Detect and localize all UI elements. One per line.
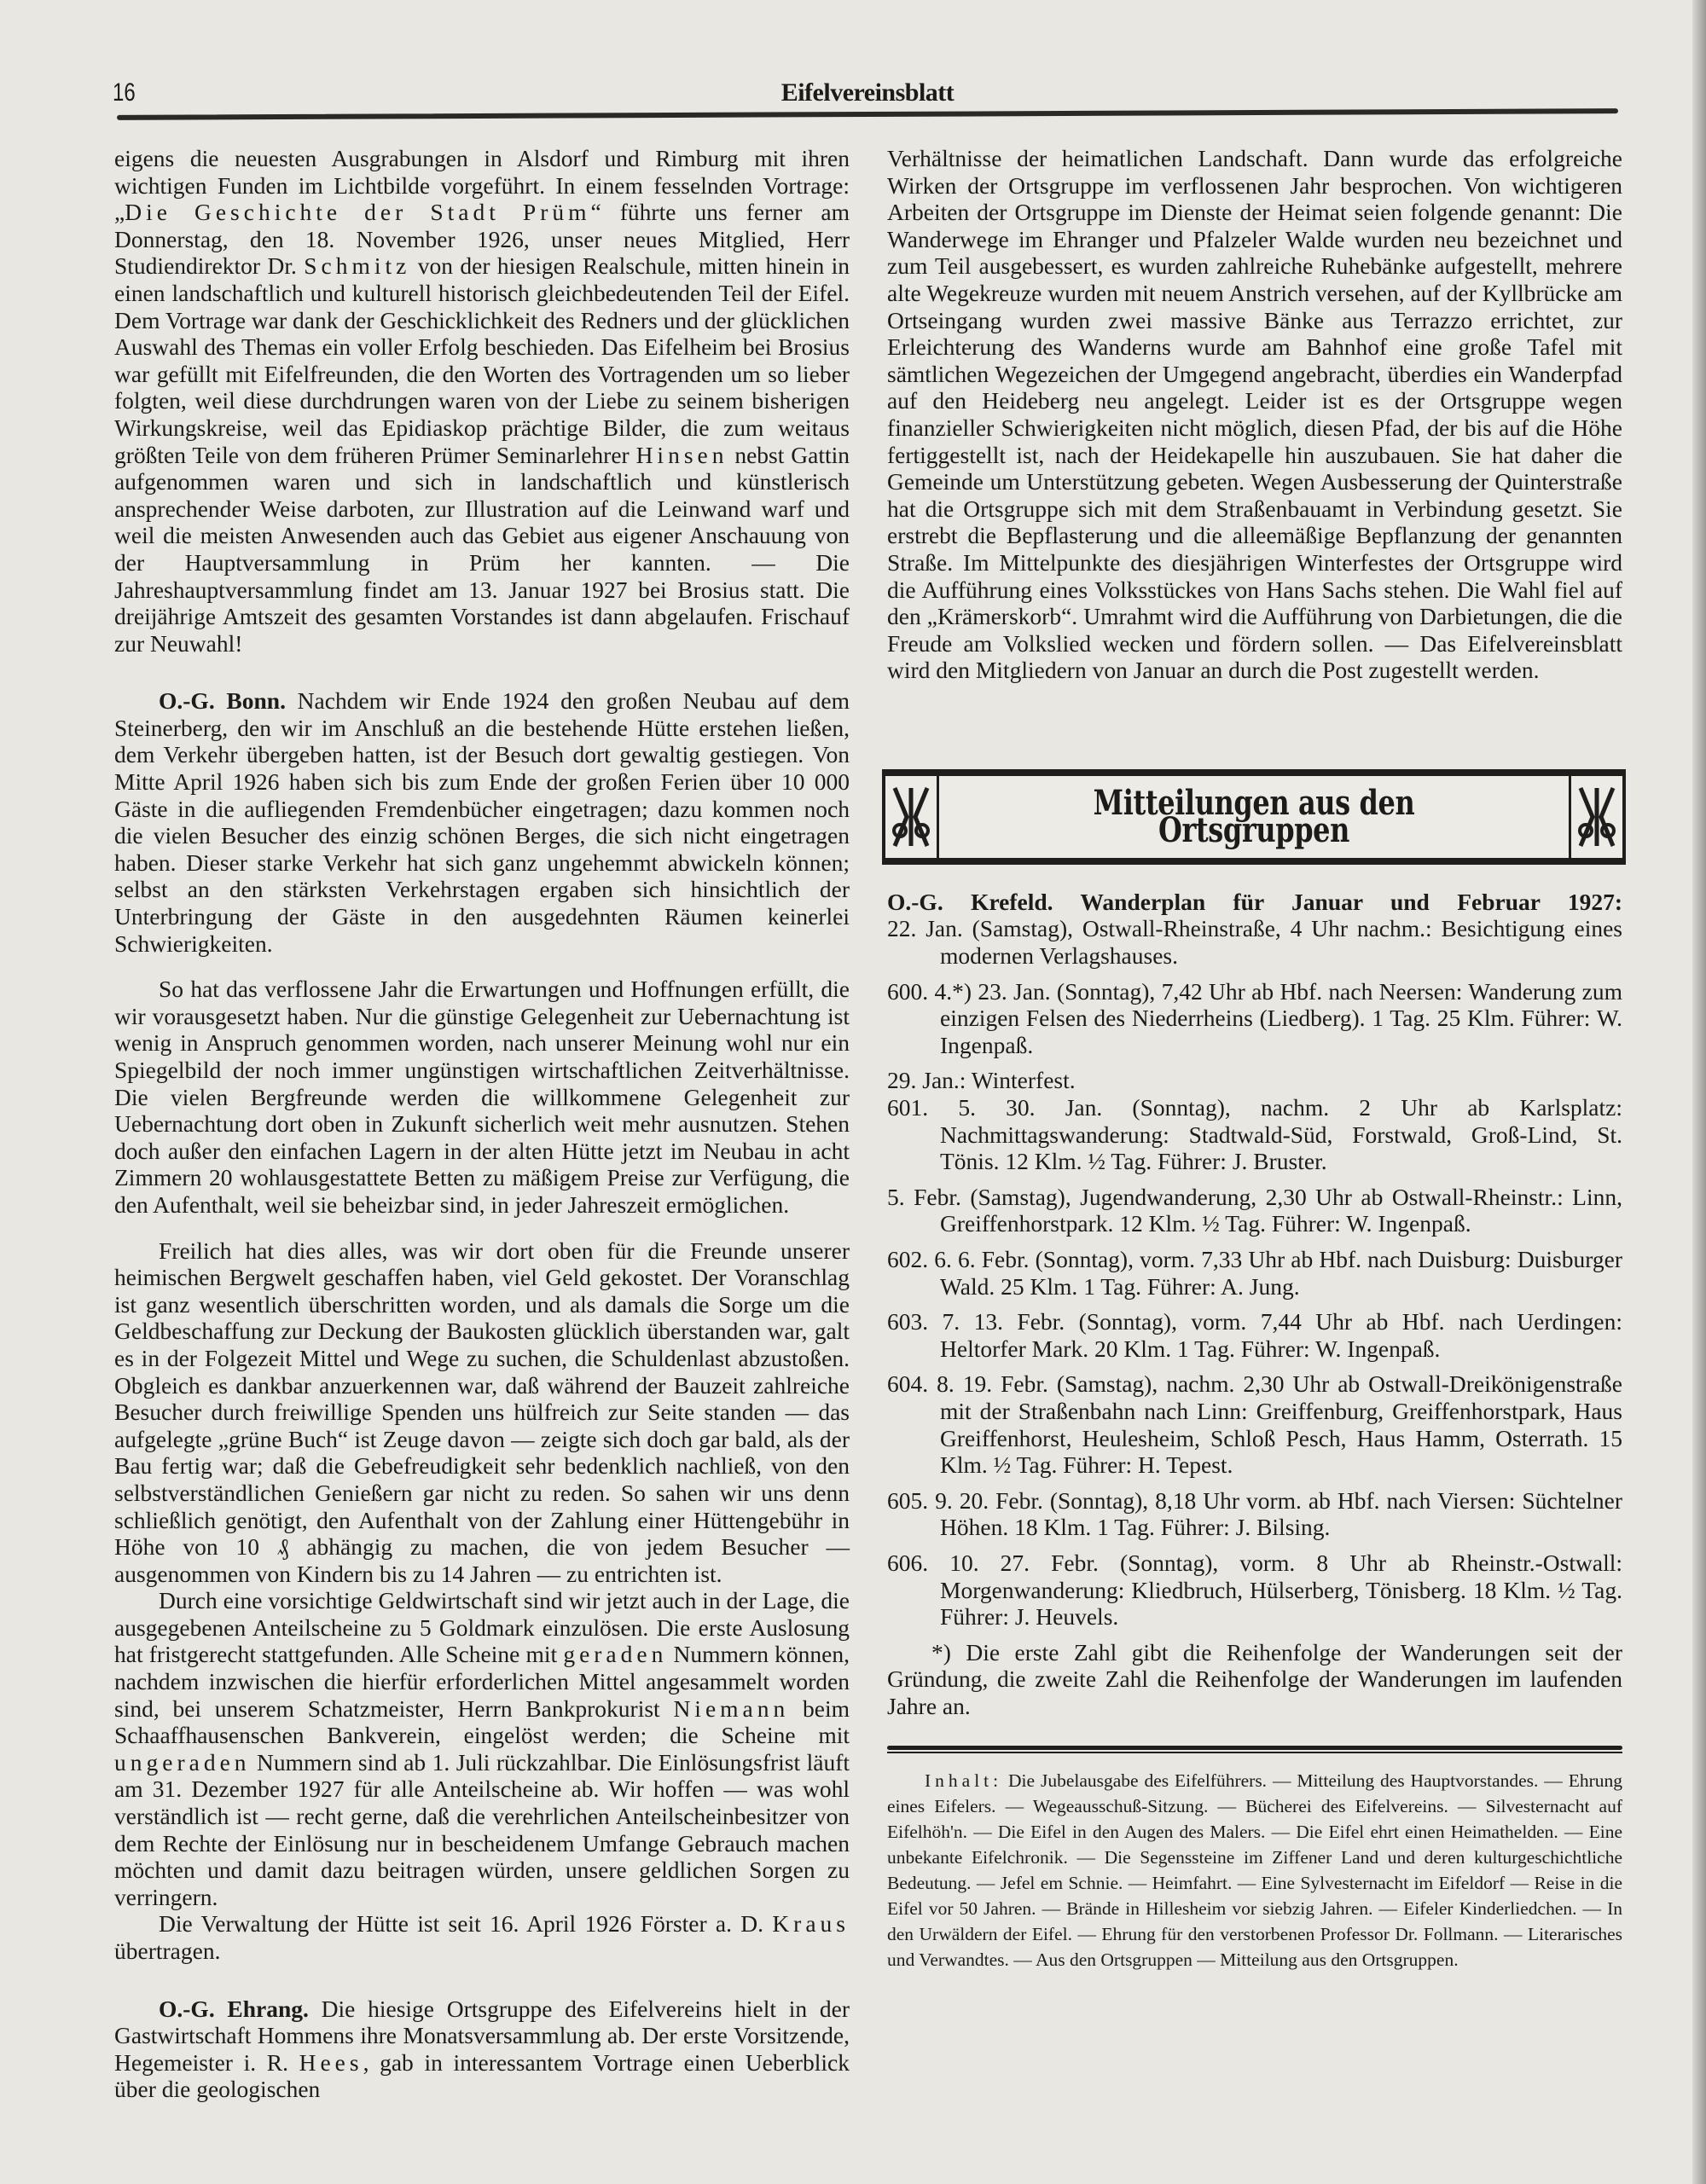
hiking-plan-item: 602. 6. 6. Febr. (Sonntag), vorm. 7,33 Uhr ab Hbf. nach Duisburg: Duisburger Wald. 25 Klm. 1 Tag. Führer: A. Jung. xyxy=(887,1246,1622,1300)
krefeld-heading: O.-G. Krefeld. Wanderplan für Januar und Februar 1927: xyxy=(887,888,1622,915)
bonn-paragraph-5: Die Verwaltung der Hütte ist seit 16. April 1926 Förster a. D. Kraus übertragen. xyxy=(114,1910,850,1964)
section-heading-bonn: O.-G. Bonn. xyxy=(159,687,286,715)
bonn-paragraph-3: Freilich hat dies alles, was wir dort oben für die Freunde unserer heimischen Bergwelt geschaffen haben, viel Geld gekostet. Der Voranschlag ist ganz wesentlich überschritten worden, und als damals die Sorge um die Geldbeschaffung zur Deckung der Baukosten glücklich überstanden war, galt es in der Folgezeit Mittel und Wege zu suchen, die Schuldenlast abzustoßen. Obgleich es dankbar anzuerkennen war, daß während der Bauzeit zahlreiche Besucher durch freiwillige Spenden uns hülfreich zur Seite standen — das aufgelegte „grüne Buch“ ist Zeuge davon — zeigte sich doch gar bald, als der Bau fertig war; daß die Gebefreudigkeit sehr bedenklich nachließ, von den selbstverständlichen Genießern gar nicht zu reden. So sahen wir uns denn schließlich genötigt, den Aufenthalt von der Zahlung einer Hüttengebühr in Höhe von 10 ₰ abhängig zu machen, die von jedem Besucher — ausgenommen von Kindern bis zu 14 Jahren — zu entrichten ist. xyxy=(114,1237,850,1587)
bonn-paragraph-1: O.-G. Bonn. Nachdem wir Ende 1924 den großen Neubau auf dem Steinerberg, den wir im Anschluß an die bestehende Hütte erstehen ließen, dem Verkehr übergeben hatten, ist der Besuch dort gewaltig gestiegen. Von Mitte April 1926 haben sich bis zum Ende der großen Ferien über 10 000 Gäste in die aufliegenden Fremdenbücher eingetragen; dazu kommen noch die vielen Besucher des einzig schönen Berges, die sich nicht eingetragen haben. Dieser starke Verkehr hat sich ganz ungehemmt abwickeln können; selbst an den stärksten Verkehrstagen ergaben sich hinsichtlich der Unterbringung der Gäste in den ausgedehnten Räumen keinerlei Schwierigkeiten. xyxy=(114,687,850,957)
bonn-paragraph-2: So hat das verflossene Jahr die Erwartungen und Hoffnungen erfüllt, die wir vorausgesetzt haben. Nur die günstige Gelegenheit zur Uebernachtung ist wenig in Anspruch genommen worden, nach unserer Meinung wohl nur ein Spiegelbild der noch immer ungünstigen wirtschaftlichen Zeitverhältnisse. Die vielen Bergfreunde werden die willkommene Gelegenheit zur Uebernachtung dort oben in Zukunft sicherlich weit mehr ausnutzen. Stehen doch außer den einfachen Lagern in der alten Hütte jetzt im Neubau in acht Zimmern 20 wohlausgestattete Betten zu mäßigem Preise zur Verfügung, die den Aufenthalt, weil sie beheizbar sind, in jeder Jahreszeit ermöglichen. xyxy=(114,976,850,1218)
section-heading-ehrang: O.-G. Ehrang. xyxy=(159,1995,309,2022)
person-name: Kraus xyxy=(772,1910,850,1938)
hiking-plan-item: 604. 8. 19. Febr. (Samstag), nachm. 2,30 Uhr ab Ostwall-Dreikönigenstraße mit der Straßenbahn nach Linn: Greiffenburg, Greiffenhorstpark, Haus Greiffenhorst, Heulesheim, Schloß Pesch, Haus Hamm, Osterrath. 15 Klm. ½ Tag. Führer: H. Tepest. xyxy=(887,1370,1622,1479)
running-title: Eifelvereinsblatt xyxy=(780,78,955,107)
person-name: Hinsen xyxy=(635,441,728,468)
left-column xyxy=(114,145,850,2103)
hiking-plan-item: 22. Jan. (Samstag), Ostwall-Rheinstraße, 4 Uhr nachm.: Besichtigung eines modernen Verlagshauses. xyxy=(887,915,1622,970)
banner-title: Mitteilungen aus den Ortsgruppen xyxy=(1093,783,1415,850)
footnote: *) Die erste Zahl gibt die Reihenfolge der Wanderungen seit der Gründung, die zweite Zahl die Reihenfolge der Wanderungen im laufenden Jahre an. xyxy=(887,1638,1622,1719)
ehrang-continued-paragraph: Verhältnisse der heimatlichen Landschaft. Dann wurde das erfolgreiche Wirken der Ortsgruppe im verflossenen Jahr besprochen. Von wichtigeren Arbeiten der Ortsgruppe im Dienste der Heimat seien folgende genannt: Die Wanderwege im Ehranger und Pfalzeler Walde wurden neu bezeichnet und zum Teil ausgebessert, es wurden zahlreiche Ruhebänke aufgestellt, mehrere alte Wegekreuze wurden mit neuem Anstrich versehen, auf der Kyllbrücke am Ortseingang wurden zwei massive Bänke aus Terrazzo errichtet, zur Erleichterung des Wanderns wurde am Bahnhof eine große Tafel mit sämtlichen Wegezeichen der Umgegend angebracht, überdies ein Wanderpfad auf den Heideberg neu angelegt. Leider ist es der Ortsgruppe wegen finanzieller Schwierigkeiten nicht möglich, diesen Pfad, der bis auf die Höhe fertiggestellt ist, nach der Heidekapelle hin auszubauen. Sie hat daher die Gemeinde um Unterstützung gebeten. Wegen Ausbesserung der Quinterstraße hat die Ortsgruppe sich mit dem Straßenbauamt in Verbindung gesetzt. Sie erstrebt die Bepflasterung und die alleemäßige Bepflanzung der genannten Straße. Im Mittelpunkte des diesjährigen Winterfestes der Ortsgruppe wird die Aufführung eines Volksstückes von Hans Sachs stehen. Die Wahl fiel auf den „Krämerskorb“. Umrahmt wird die Aufführung von Darbietungen, die die Freude am Volkslied wecken und fördern sollen. — Das Eifelvereinsblatt wird den Mitgliedern von Januar an durch die Post zugestellt werden. xyxy=(887,145,1622,684)
ornament-icon xyxy=(885,776,939,858)
lecture-title: Die Geschichte der Stadt Prüm xyxy=(125,199,591,226)
floral-ornament-icon xyxy=(890,783,932,851)
right-column xyxy=(887,145,1622,1973)
page-header xyxy=(113,78,1622,113)
person-name: Niemann xyxy=(673,1694,790,1722)
page-number: 16 xyxy=(113,78,136,107)
person-name: Schmitz xyxy=(304,252,411,280)
page-edge-shadow xyxy=(1692,0,1706,2184)
section-banner xyxy=(882,769,1626,865)
prum-lecture-paragraph: eigens die neuesten Ausgrabungen in Alsdorf und Rimburg mit ihren wichtigen Funden im Lichtbilde vorgeführt. In einem fesselnden Vortrage: „Die Geschichte der Stadt Prüm“ führte uns ferner am Donnerstag, den 18. November 1926, unser neues Mitglied, Herr Studiendirektor Dr. Schmitz von der hiesigen Realschule, mitten hinein in einen landschaftlich und kulturell historisch gleichbedeutenden Teil der Eifel. Dem Vortrage war dank der Geschicklichkeit des Redners und der glücklichen Auswahl des Themas ein voller Erfolg beschieden. Das Eifelheim bei Brosius war gefüllt mit Eifelfreunden, die den Worten des Vortragenden um so lieber folgten, weil diese durchdrungen waren von der Liebe zu seinem bisherigen Wirkungskreise, weil das Epidiaskop prächtige Bilder, die zum weitaus größten Teile von dem früheren Prümer Seminarlehrer Hinsen nebst Gattin aufgenommen waren und sich in landschaftlich und künstlerisch ansprechender Weise darboten, zur Illustration auf die Leinwand warf und weil die meisten Anwesenden auch das Gebiet aus eigener Anschauung von der Hauptversammlung in Prüm her kannten. — Die Jahreshauptversammlung findet am 13. Januar 1927 bei Brosius statt. Die dreijährige Amtszeit des gesamten Vorstandes ist dann abgelaufen. Frischauf zur Neuwahl! xyxy=(114,145,850,657)
floral-ornament-icon xyxy=(1575,783,1618,851)
contents-text: Die Jubelausgabe des Eifelführers. — Mitteilung des Hauptvorstandes. — Ehrung eines Eifelers. — Wegeausschuß-Sitzung. — Bücherei des Eifelvereins. — Silvesternacht auf Eifelhöh'n. — Die Eifel in den Augen des Malers. — Die Eifel ehrt einen Heimathelden. — Eine unbekante Eifelchronik. — Die Segenssteine im Ziffener Land und deren kulturgeschichtliche Bedeutung. — Jefel em Schnie. — Heimfahrt. — Eine Sylvesternacht im Eifeldorf — Reise in die Eifel vor 50 Jahren. — Brände in Hillesheim vor siebzig Jahren. — Eifeler Kinderliedchen. — In den Urwäldern der Eifel. — Ehrung für den verstorbenen Professor Dr. Follmann. — Literarisches und Verwandtes. — Aus den Ortsgruppen — Mitteilung aus den Ortsgruppen. xyxy=(887,1770,1622,1970)
hiking-plan-item: 606. 10. 27. Febr. (Sonntag), vorm. 8 Uhr ab Rheinstr.-Ostwall: Morgenwanderung: Kliedbruch, Hülserberg, Tönisberg. 18 Klm. ½ Tag. Führer: J. Heuvels. xyxy=(887,1549,1622,1631)
contents-divider xyxy=(887,1746,1622,1754)
hiking-plan-list xyxy=(887,915,1622,1630)
person-name: Hees xyxy=(299,2048,363,2076)
hiking-plan-item: 601. 5. 30. Jan. (Sonntag), nachm. 2 Uhr ab Karlsplatz: Nachmittagswanderung: Stadtwald-Süd, Forstwald, Groß-Lind, St. Tönis. 12 Klm. ½ Tag. Führer: J. Bruster. xyxy=(887,1094,1622,1175)
hiking-plan-item: 605. 9. 20. Febr. (Sonntag), 8,18 Uhr vorm. ab Hbf. nach Viersen: Süchtelner Höhen. 18 Klm. 1 Tag. Führer: J. Bilsing. xyxy=(887,1486,1622,1541)
hiking-plan-item: 600. 4.*) 23. Jan. (Sonntag), 7,42 Uhr ab Hbf. nach Neersen: Wanderung zum einzigen Felsen des Niederrheins (Liedberg). 1 Tag. 25 Klm. Führer: W. Ingenpaß. xyxy=(887,977,1622,1058)
hiking-plan-item: 603. 7. 13. Febr. (Sonntag), vorm. 7,44 Uhr ab Hbf. nach Uerdingen: Heltorfer Mark. 20 Klm. 1 Tag. Führer: W. Ingenpaß. xyxy=(887,1308,1622,1362)
bonn-paragraph-4: Durch eine vorsichtige Geldwirtschaft sind wir jetzt auch in der Lage, die ausgegebenen Anteilscheine zu 5 Goldmark einzulösen. Die erste Auslosung hat fristgerecht stattgefunden. Alle Scheine mit geraden Nummern können, nachdem inzwischen die hierfür erforderlichen Mittel angesammelt worden sind, bei unserem Schatzmeister, Herrn Bankprokurist Niemann beim Schaaffhausenschen Bankverein, eingelöst werden; die Scheine mit ungeraden Nummern sind ab 1. Juli rückzahlbar. Die Einlösungsfrist läuft am 31. Dezember 1927 für alle Anteilscheine ab. Wir hoffen — was wohl verständlich ist — recht gerne, daß die verehrlichen Anteilscheinbesitzer von dem Rechte der Einlösung nur in bescheidenem Umfange Gebrauch machen möchten und damit dazu beitragen würden, unsere geldlichen Sorgen zu verringern. xyxy=(114,1587,850,1910)
table-of-contents xyxy=(887,1768,1622,1973)
ehrang-paragraph: O.-G. Ehrang. Die hiesige Ortsgruppe des Eifelvereins hielt in der Gastwirtschaft Hommens ihre Monatsversammlung ab. Der erste Vorsitzende, Hegemeister i. R. Hees, gab in interessantem Vortrage einen Ueberblick über die geologischen xyxy=(114,1995,850,2103)
contents-label: Inhalt: xyxy=(925,1770,1003,1791)
hiking-plan-item: 5. Febr. (Samstag), Jugendwanderung, 2,30 Uhr ab Ostwall-Rheinstr.: Linn, Greiffenhorstpark. 12 Klm. ½ Tag. Führer: W. Ingenpaß. xyxy=(887,1183,1622,1237)
ornament-icon xyxy=(1569,776,1622,858)
hiking-plan-item: 29. Jan.: Winterfest. xyxy=(887,1067,1076,1094)
